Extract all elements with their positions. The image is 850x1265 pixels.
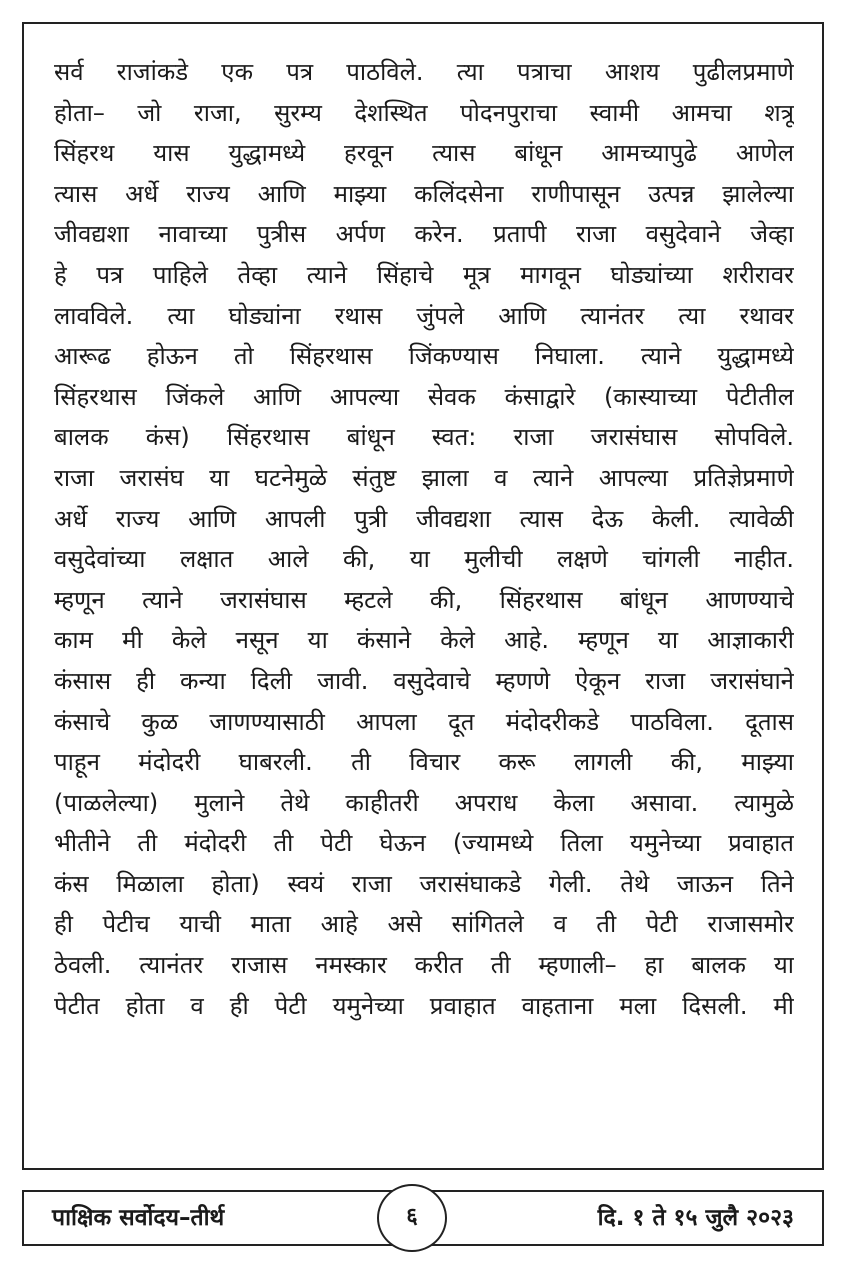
text-line: लावविले. त्या घोड्यांना रथास जुंपले आणि त्यानंतर त्या रथावर — [54, 301, 794, 330]
text-line: पाहून मंदोदरी घाबरली. ती विचार करू लागली की, माझ्या — [54, 748, 794, 777]
text-line: आरूढ होऊन तो सिंहरथास जिंकण्यास निघाला. त्याने युद्धामध्ये — [54, 342, 794, 371]
text-line: अर्धे राज्य आणि आपली पुत्री जीवद्यशा त्यास देऊ केली. त्यावेळी — [54, 504, 794, 533]
text-line: ठेवली. त्यानंतर राजास नमस्कार करीत ती म्हणाली– हा बालक या — [54, 951, 794, 980]
text-line: पेटीत होता व ही पेटी यमुनेच्या प्रवाहात वाहताना मला दिसली. मी — [54, 991, 794, 1020]
page-number: ६ — [377, 1184, 447, 1252]
text-line: वसुदेवांच्या लक्षात आले की, या मुलीची लक्षणे चांगली नाहीत. — [54, 545, 794, 574]
text-line: त्यास अर्धे राज्य आणि माझ्या कलिंदसेना राणीपासून उत्पन्न झालेल्या — [54, 179, 794, 208]
text-line: सिंहरथ यास युद्धामध्ये हरवून त्यास बांधून आमच्यापुढे आणेल — [54, 139, 794, 168]
text-line: म्हणून त्याने जरासंघास म्हटले की, सिंहरथास बांधून आणण्याचे — [54, 585, 794, 614]
page-frame — [22, 22, 824, 1170]
text-line: सिंहरथास जिंकले आणि आपल्या सेवक कंसाद्वारे (कास्याच्या पेटीतील — [54, 382, 794, 411]
body-text — [54, 52, 794, 1026]
text-line: हे पत्र पाहिले तेव्हा त्याने सिंहाचे मूत्र मागवून घोड्यांच्या शरीरावर — [54, 260, 794, 289]
text-line: भीतीने ती मंदोदरी ती पेटी घेऊन (ज्यामध्ये तिला यमुनेच्या प्रवाहात — [54, 829, 794, 858]
publication-name: पाक्षिक सर्वोदय–तीर्थ — [52, 1205, 225, 1231]
text-line: राजा जरासंघ या घटनेमुळे संतुष्ट झाला व त्याने आपल्या प्रतिज्ञेप्रमाणे — [54, 463, 794, 492]
text-line: ही पेटीच याची माता आहे असे सांगितले व ती पेटी राजासमोर — [54, 910, 794, 939]
text-line: सर्व राजांकडे एक पत्र पाठविले. त्या पत्राचा आशय पुढीलप्रमाणे — [54, 58, 794, 86]
text-line: काम मी केले नसून या कंसाने केले आहे. म्हणून या आज्ञाकारी — [54, 626, 794, 655]
text-line: (पाळलेल्या) मुलाने तेथे काहीतरी अपराध केला असावा. त्यामुळे — [54, 788, 794, 817]
text-line: कंस मिळाला होता) स्वयं राजा जरासंघाकडे गेली. तेथे जाऊन तिने — [54, 869, 794, 898]
text-line: कंसास ही कन्या दिली जावी. वसुदेवाचे म्हणणे ऐकून राजा जरासंघाने — [54, 666, 794, 695]
text-line: बालक कंस) सिंहरथास बांधून स्वत: राजा जरासंघास सोपविले. — [54, 423, 794, 452]
text-line: कंसाचे कुळ जाणण्यासाठी आपला दूत मंदोदरीकडे पाठविला. दूतास — [54, 707, 794, 736]
text-line: होता– जो राजा, सुरम्य देशस्थित पोदनपुराचा स्वामी आमचा शत्रू — [54, 98, 794, 127]
text-line: जीवद्यशा नावाच्या पुत्रीस अर्पण करेन. प्रतापी राजा वसुदेवाने जेव्हा — [54, 220, 794, 249]
issue-date: दि. १ ते १५ जुलै २०२३ — [597, 1205, 794, 1231]
